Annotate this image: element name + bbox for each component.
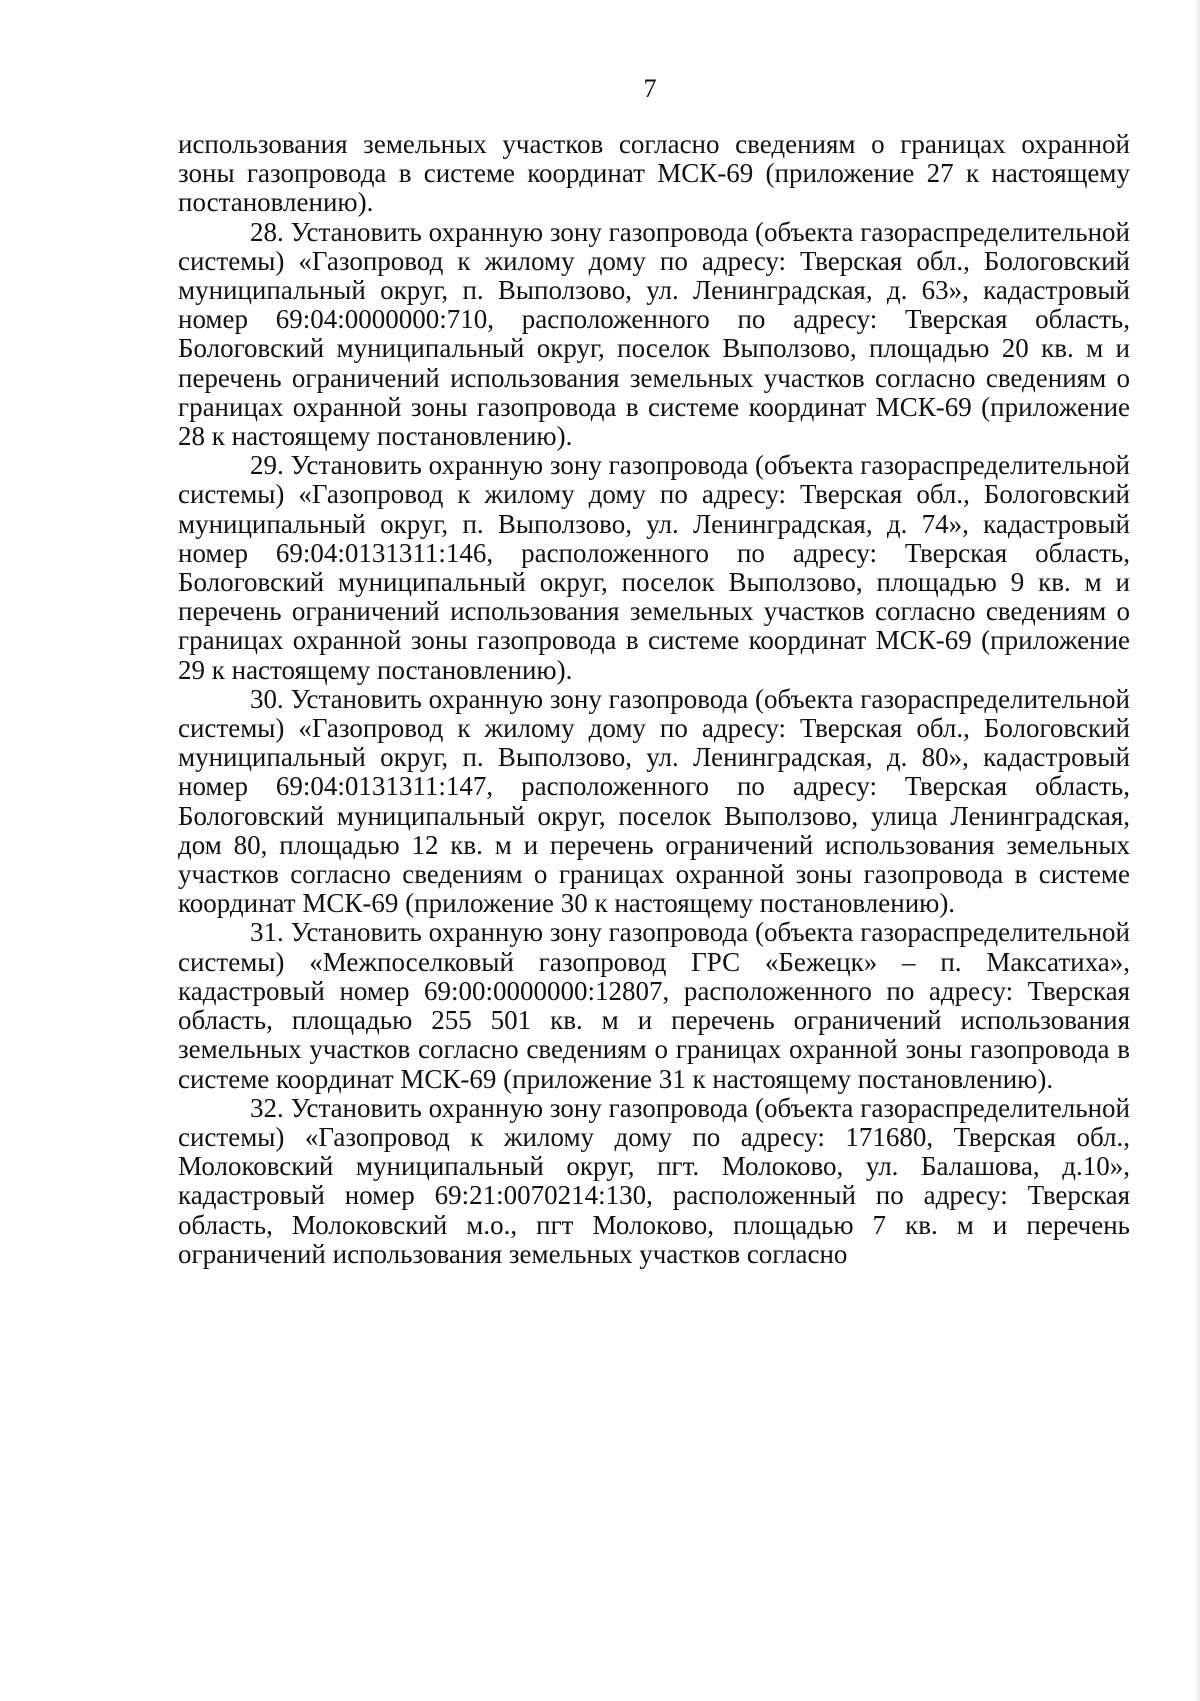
paragraph-item-29: 29. Установить охранную зону газопровода (объекта газораспределительной системы) «Газопровод к жилому дому по адресу: Тверская обл., Бологовский муниципальный округ, п. Выползово, ул. Ленинградская, д. 74», кадастровый номер 69:04:0131311:146, расположенного по адресу: Тверская область, Бологовский муниципальный округ, поселок Выползово, площадью 9 кв. м и перечень ограничений использования земельных участков согласно сведениям о границах охранной зоны газопровода в системе координат МСК-69 (приложение 29 к настоящему постановлению). [178, 450, 1130, 685]
document-body [178, 130, 1130, 1269]
scan-edge-shadow [1194, 0, 1200, 1701]
paragraph-item-31: 31. Установить охранную зону газопровода (объекта газораспределительной системы) «Межпоселковый газопровод ГРС «Бежецк» – п. Максатиха», кадастровый номер 69:00:0000000:12807, расположенного по адресу: Тверская область, площадью 255 501 кв. м и перечень ограничений использования земельных участков согласно сведениям о границах охранной зоны газопровода в системе координат МСК-69 (приложение 31 к настоящему постановлению). [178, 917, 1130, 1094]
paragraph-item-28: 28. Установить охранную зону газопровода (объекта газораспределительной системы) «Газопровод к жилому дому по адресу: Тверская обл., Бологовский муниципальный округ, п. Выползово, ул. Ленинградская, д. 63», кадастровый номер 69:04:0000000:710, расположенного по адресу: Тверская область, Бологовский муниципальный округ, поселок Выползово, площадью 20 кв. м и перечень ограничений использования земельных участков согласно сведениям о границах охранной зоны газопровода в системе координат МСК-69 (приложение 28 к настоящему постановлению). [178, 216, 1130, 452]
page-number: 7 [643, 74, 657, 103]
paragraph-continuation: использования земельных участков согласно сведениям о границах охранной зоны газопровода в системе координат МСК-69 (приложение 27 к настоящему постановлению). [178, 129, 1130, 218]
paragraph-item-32: 32. Установить охранную зону газопровода (объекта газораспределительной системы) «Газопровод к жилому дому по адресу: 171680, Тверская обл., Молоковский муниципальный округ, пгт. Молоково, ул. Балашова, д.10», кадастровый номер 69:21:0070214:130, расположенный по адресу: Тверская область, Молоковский м.о., пгт Молоково, площадью 7 кв. м и перечень ограничений использования земельных участков согласно [178, 1092, 1130, 1269]
paragraph-item-30: 30. Установить охранную зону газопровода (объекта газораспределительной системы) «Газопровод к жилому дому по адресу: Тверская обл., Бологовский муниципальный округ, п. Выползово, ул. Ленинградская, д. 80», кадастровый номер 69:04:0131311:147, расположенного по адресу: Тверская область, Бологовский муниципальный округ, поселок Выползово, улица Ленинградская, дом 80, площадью 12 кв. м и перечень ограничений использования земельных участков согласно сведениям о границах охранной зоны газопровода в системе координат МСК-69 (приложение 30 к настоящему постановлению). [178, 683, 1130, 919]
